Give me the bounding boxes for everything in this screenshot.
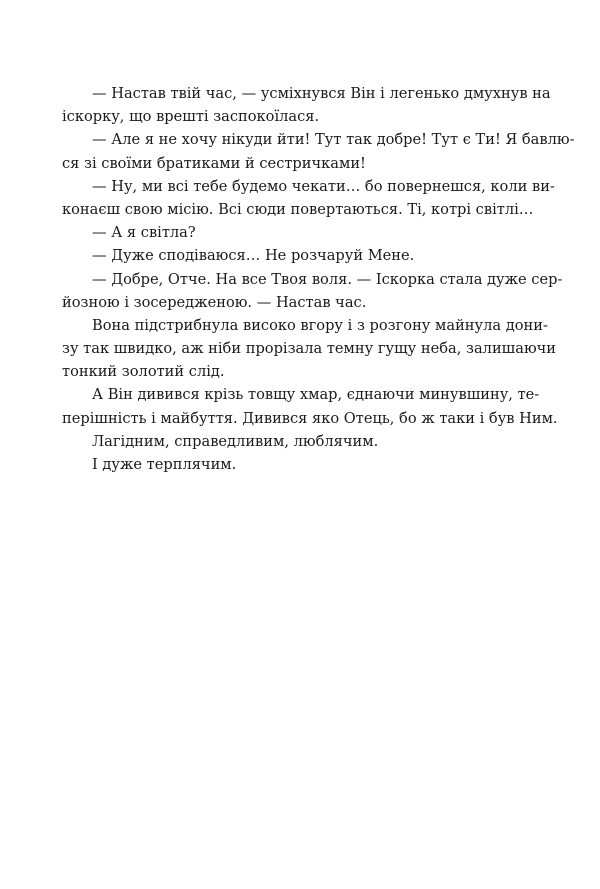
text-line: йозною і зосередженою. — Настав час. [62,293,367,311]
text-line: іскорку, що врешті заспокоїлася. [62,108,320,126]
text-line: — Дуже сподіваюся… Не розчаруй Мене. [92,247,415,265]
text-line: — Але я не хочу нікуди йти! Тут так добре! Тут є Ти! Я бавлю- [92,131,575,149]
text-line: — Настав твій час, — усміхнувся Він і легенько дмухнув на [92,85,551,102]
text-line: Вона підстрибнула високо вгору і з розгону майнула дони- [92,316,548,334]
body-text [62,82,575,476]
text-line: перішність і майбуття. Дивився яко Отець, бо ж таки і був Ним. [62,409,558,427]
text-line: тонкий золотий слід. [62,363,225,381]
text-line: — Ну, ми всі тебе будемо чекати… бо повернешся, коли ви- [92,177,555,195]
text-line: зу так швидко, аж ніби прорізала темну гущу неба, залишаючи [62,340,557,358]
text-line: — Добре, Отче. На все Твоя воля. — Іскорка стала дуже сер- [92,270,563,288]
text-line: — А я світла? [92,224,196,242]
text-line: І дуже терплячим. [92,456,237,473]
text-line: А Він дивився крізь товщу хмар, єднаючи минувшину, те- [92,386,540,404]
text-line: ся зі своїми братиками й сестричками! [62,154,366,172]
text-line: Лагідним, справедливим, люблячим. [92,432,379,450]
text-line: конаєш свою місію. Всі сюди повертаються. Ті, котрі світлі… [62,200,534,218]
